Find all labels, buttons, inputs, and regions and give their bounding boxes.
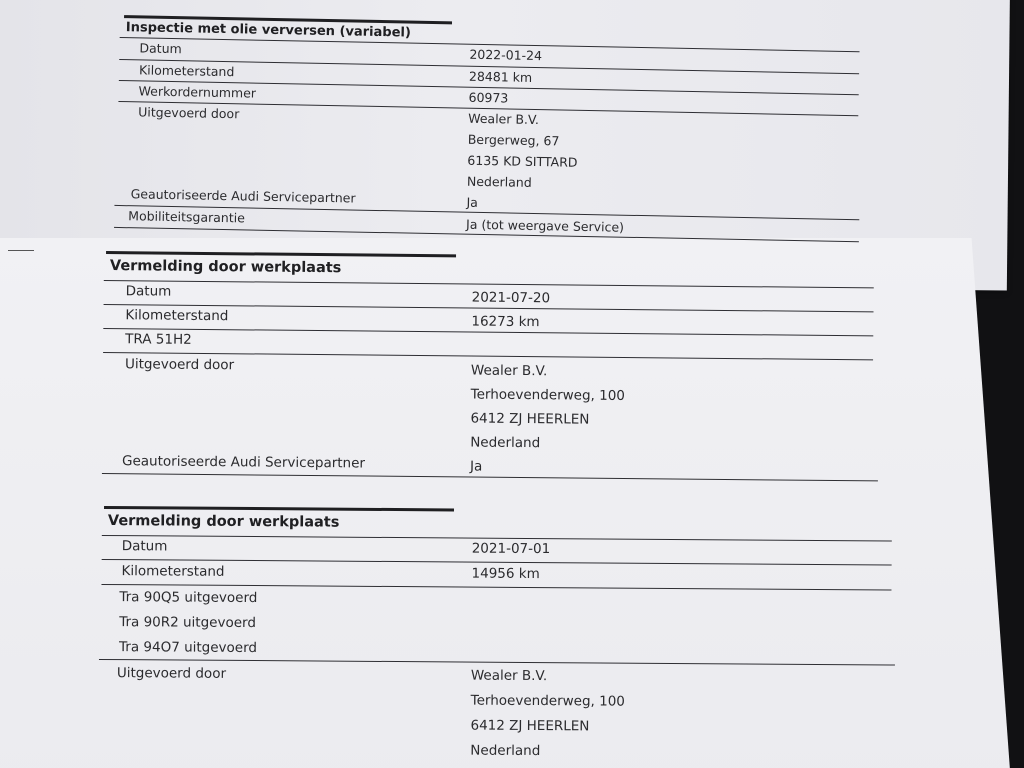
address-line: 6412 ZJ HEERLEN <box>470 410 590 428</box>
address-line: Wealer B.V. <box>470 362 548 380</box>
row-label-audi-servicepartner: Geautoriseerde Audi Servicepartner <box>130 186 356 206</box>
row-rule <box>99 659 895 666</box>
row-label-uitgevoerd-door: Uitgevoerd door <box>124 356 235 374</box>
section-title: Vermelding door werkplaats <box>107 513 340 531</box>
operation-line: Tra 94O7 uitgevoerd <box>118 639 258 657</box>
row-value-mobiliteitsgarantie: Ja (tot weergave Service) <box>466 216 625 235</box>
address-line: Nederland <box>470 742 541 760</box>
address-line: 6412 ZJ HEERLEN <box>470 717 590 735</box>
row-value-kilometerstand: 16273 km <box>471 313 540 331</box>
row-label-audi-servicepartner: Geautoriseerde Audi Servicepartner <box>121 453 366 472</box>
address-line: 6135 KD SITTARD <box>467 152 578 170</box>
row-value-datum: 2022-01-24 <box>469 46 543 64</box>
section-title: Inspectie met olie verversen (variabel) <box>125 20 412 41</box>
row-value-audi-servicepartner: Ja <box>469 458 483 475</box>
row-value-audi-servicepartner: Ja <box>466 194 479 210</box>
row-label-kilometerstand: Kilometerstand <box>138 62 235 80</box>
row-value-datum: 2021-07-20 <box>471 289 551 307</box>
operation-line: Tra 90R2 uitgevoerd <box>119 614 257 632</box>
heading-bar <box>104 506 454 511</box>
row-value-kilometerstand: 28481 km <box>468 68 533 85</box>
address-line: Bergerweg, 67 <box>467 131 560 149</box>
row-label-werkordernummer: Werkordernummer <box>138 83 257 101</box>
row-label-datum: Datum <box>125 283 172 300</box>
row-label-datum: Datum <box>139 40 182 57</box>
section-title: Vermelding door werkplaats <box>109 258 342 277</box>
row-value-kilometerstand: 14956 km <box>471 565 540 583</box>
row-label-kilometerstand: Kilometerstand <box>121 563 225 580</box>
address-line: Terhoevenderweg, 100 <box>470 386 626 404</box>
address-line: Nederland <box>466 173 532 190</box>
row-label-uitgevoerd-door: Uitgevoerd door <box>138 104 240 122</box>
address-line: Wealer B.V. <box>470 667 548 685</box>
address-line: Nederland <box>470 434 541 452</box>
row-value-werkordernummer: 60973 <box>468 89 509 106</box>
row-label-kilometerstand: Kilometerstand <box>125 307 229 325</box>
operation-line: Tra 90Q5 uitgevoerd <box>119 589 258 607</box>
row-label-mobiliteitsgarantie: Mobiliteitsgarantie <box>128 208 246 226</box>
row-label-operation: TRA 51H2 <box>125 331 192 348</box>
row-value-datum: 2021-07-01 <box>471 540 551 558</box>
row-label-uitgevoerd-door: Uitgevoerd door <box>116 665 227 682</box>
row-label-datum: Datum <box>121 538 168 555</box>
address-line: Wealer B.V. <box>468 110 540 128</box>
address-line: Terhoevenderweg, 100 <box>470 692 625 710</box>
